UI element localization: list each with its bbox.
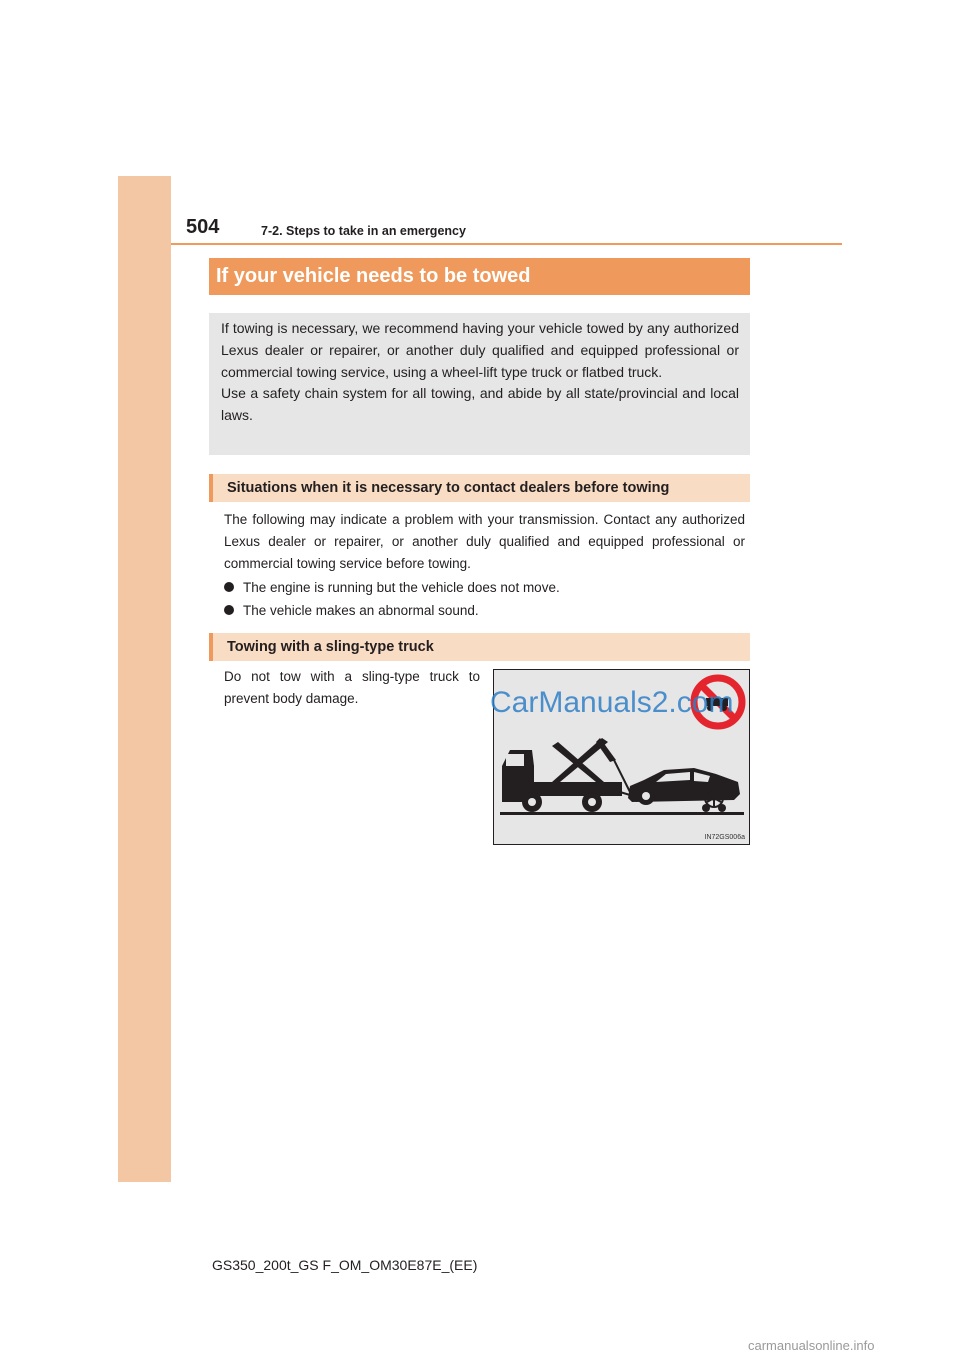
section1-body: The following may indicate a problem with your transmission. Contact any authorized Lexus dealer or repairer, or another duly qualified and equipped professional or commercial towing service before towing. [224,512,745,571]
intro-box [209,313,750,455]
footer-model-code: GS350_200t_GS F_OM_OM30E87E_(EE) [212,1257,478,1273]
subheading-contact-dealers [209,474,750,502]
section2-body: Do not tow with a sling-type truck to prevent body damage. [224,669,480,706]
header-divider [171,243,842,245]
truck-bed [532,782,622,796]
subheading-sling-truck-text: Towing with a sling-type truck [227,639,434,655]
section-header: 7-2. Steps to take in an emergency [261,224,466,238]
page-title: If your vehicle needs to be towed [216,265,531,287]
chapter-sidebar-tab [118,176,171,1182]
bullet-item [224,576,744,598]
watermark-logo: CarManuals2.com [490,686,734,719]
footer-watermark: carmanualsonline.info [748,1338,875,1353]
ground-line [500,812,744,815]
truck-window [506,754,524,766]
subheading-contact-dealers-text: Situations when it is necessary to contact dealers before towing [227,480,670,496]
subheading-sling-truck [209,633,750,661]
intro-paragraph-2: Use a safety chain system for all towing, and abide by all state/provincial and local laws. [221,385,739,424]
bullet-item [224,599,744,621]
page-number: 504 [186,216,220,238]
intro-paragraph-1: If towing is necessary, we recommend having your vehicle towed by any authorized Lexus dealer or repairer, or another duly qualified and equipped professional or commercial towing service, using a wheel-lift type truck or flatbed truck. [221,320,739,380]
bullet-text: The engine is running but the vehicle does not move. [243,579,560,595]
page-title-bar [209,258,750,295]
bullet-icon [224,605,234,615]
bullet-text: The vehicle makes an abnormal sound. [243,602,479,618]
figure-code: IN72GS006a [704,834,745,841]
bullet-icon [224,582,234,592]
